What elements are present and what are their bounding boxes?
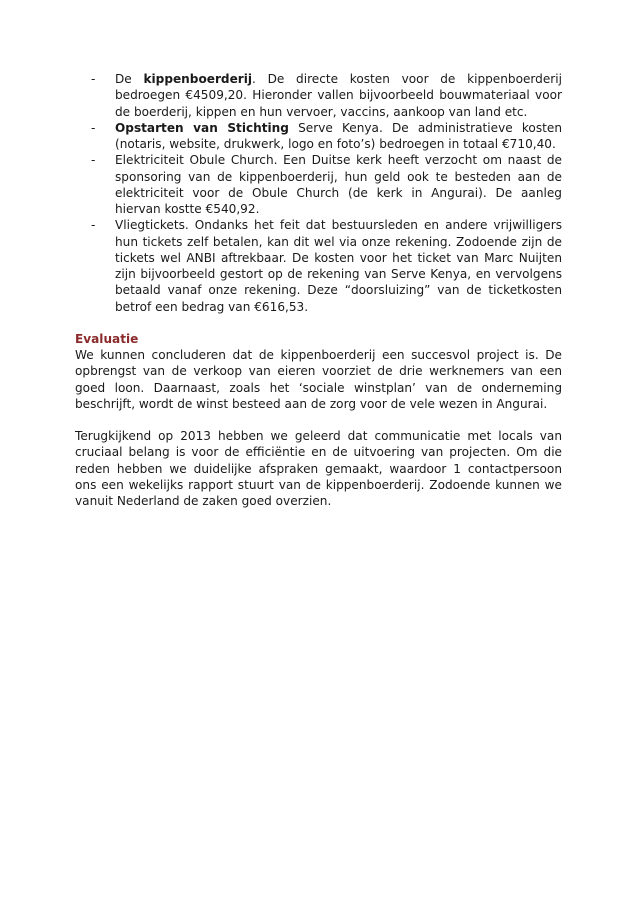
list-item [75,71,562,120]
bullet-dash: - [91,153,96,168]
item-text: Elektriciteit Obule Church. Een Duitse kerk heeft verzocht om naast de sponsoring van de kippenboerderij, hun geld ook te besteden aan de elektriciteit voor de Obule Church (de kerk in Angurai). De aanleg hiervan kostte €540,92. [115,153,562,216]
item-text: . De directe kosten voor de kippenboerderij bedroegen €4509,20. Hieronder vallen bijvoorbeeld bouwmateriaal voor de boerderij, kippen en hun vervoer, vaccins, aankoop van land etc. [115,72,562,119]
list-item [75,217,562,315]
evaluation-paragraph: Terugkijkend op 2013 hebben we geleerd dat communicatie met locals van cruciaal belang is voor de efficiëntie en de uitvoering van projecten. Om die reden hebben we duidelijke afspraken gemaakt, waardoor 1 contactpersoon ons een wekelijks rapport stuurt van de kippenboerderij. Zodoende kunnen we vanuit Nederland de zaken goed overzien. [75,429,562,508]
list-item [75,120,562,153]
item-bold: Opstarten van Stichting [115,120,289,135]
evaluation-heading: Evaluatie [75,331,139,346]
bullet-dash: - [91,72,96,86]
item-prefix: De [115,72,144,86]
evaluation-paragraph: We kunnen concluderen dat de kippenboerderij een succesvol project is. De opbrengst van de verkoop van eieren voorziet de drie werknemers van een goed loon. Daarnaast, zoals het ‘sociale winstplan’ van de onderneming beschrijft, wordt de winst besteed aan de zorg voor de vele wezen in Angurai. [75,348,562,411]
item-bold: kippenboerderij [143,72,253,86]
list-item [75,152,562,217]
item-text: Vliegtickets. Ondanks het feit dat bestuursleden en andere vrijwilligers hun tickets zelf betalen, kan dit wel via onze rekening. Zodoende zijn de tickets wel ANBI aftrekbaar. De kosten voor het ticket van Marc Nuijten zijn bijvoorbeeld gestort op de rekening van Serve Kenya, en vervolgens betaald vanaf onze rekening. Deze “doorsluizing” van de ticketkosten betrof een bedrag van €616,53. [115,218,562,314]
cost-list [75,71,562,315]
bullet-dash: - [91,218,96,233]
document-page [75,71,562,509]
item-text: Serve Kenya. De administratieve kosten (notaris, website, drukwerk, logo en foto’s) bedroegen in totaal €710,40. [115,120,562,151]
bullet-dash: - [91,120,96,135]
